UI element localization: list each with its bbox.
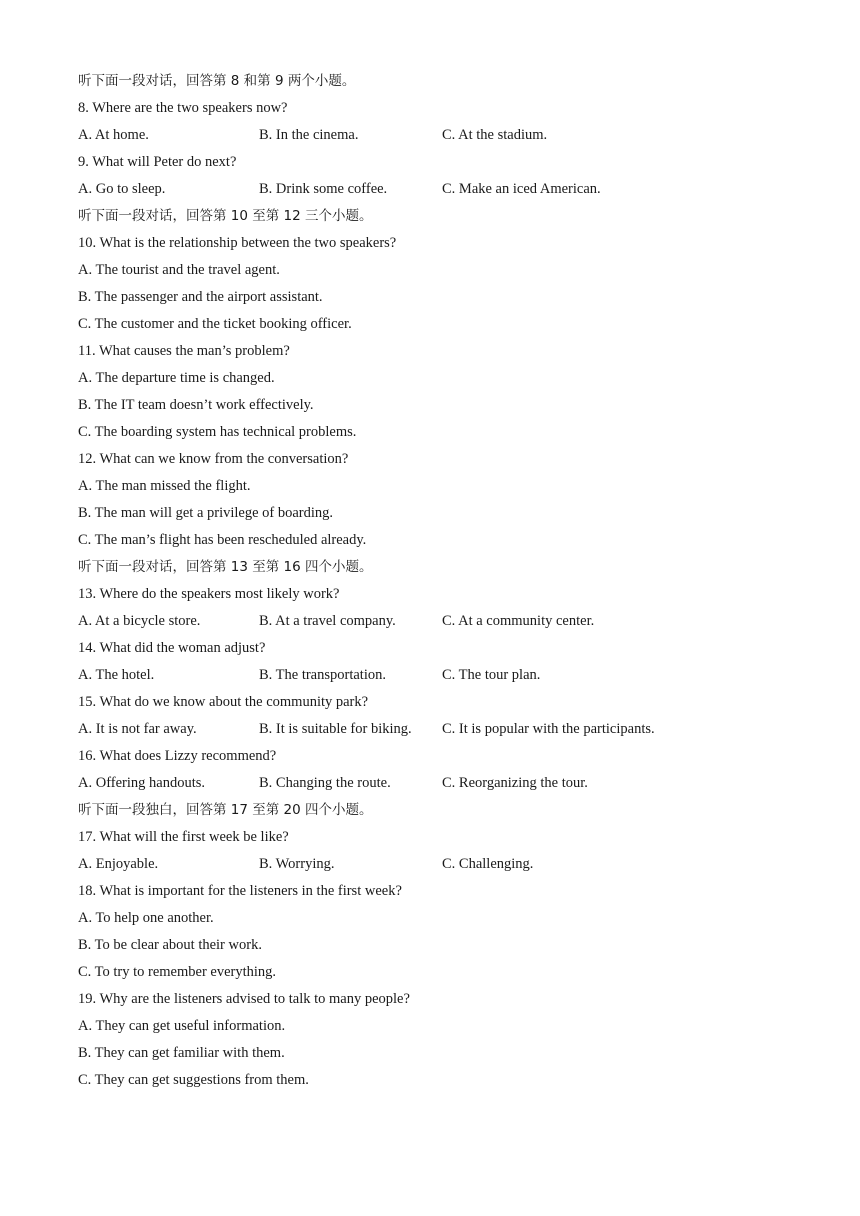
option-b: B. It is suitable for biking. [259,721,412,737]
option-a: A. The departure time is changed. [78,370,275,386]
option-b: B. The transportation. [259,667,386,683]
option-c: C. To try to remember everything. [78,964,277,980]
question-17: 17. What will the first week be like? [78,829,289,845]
question-13: 13. Where do the speakers most likely work? [78,586,340,602]
option-c: C. They can get suggestions from them. [78,1072,309,1088]
option-c: C. At a community center. [442,613,595,629]
listening-questions [78,68,798,1094]
option-a: A. To help one another. [78,910,214,926]
question-8: 8. Where are the two speakers now? [78,100,288,116]
option-b: B. The IT team doesn’t work effectively. [78,397,314,413]
section-heading: 听下面一段对话，回答第 10 至第 12 三个小题。 [78,208,373,224]
options-row [78,851,798,878]
question-14: 14. What did the woman adjust? [78,640,266,656]
options-row [78,608,798,635]
option-c: C. The customer and the ticket booking officer. [78,316,352,332]
option-c: C. The boarding system has technical problems. [78,424,357,440]
option-b: B. To be clear about their work. [78,937,262,953]
option-a: A. The hotel. [78,667,155,683]
question-15: 15. What do we know about the community park? [78,694,369,710]
option-a: A. At home. [78,127,149,143]
options-row [78,716,798,743]
option-c: C. Reorganizing the tour. [442,775,588,791]
option-b: B. They can get familiar with them. [78,1045,285,1061]
options-row [78,176,798,203]
question-11: 11. What causes the man’s problem? [78,343,290,359]
option-b: B. At a travel company. [259,613,396,629]
option-b: B. The passenger and the airport assistant. [78,289,323,305]
section-heading: 听下面一段对话，回答第 8 和第 9 两个小题。 [78,73,356,89]
question-9: 9. What will Peter do next? [78,154,237,170]
options-row [78,770,798,797]
option-c: C. Make an iced American. [442,181,601,197]
option-c: C. It is popular with the participants. [442,721,655,737]
option-a: A. They can get useful information. [78,1018,286,1034]
question-19: 19. Why are the listeners advised to talk to many people? [78,991,410,1007]
option-b: B. Changing the route. [259,775,391,791]
options-row [78,662,798,689]
question-18: 18. What is important for the listeners in the first week? [78,883,402,899]
section-heading: 听下面一段对话，回答第 13 至第 16 四个小题。 [78,559,373,575]
option-b: B. In the cinema. [259,127,359,143]
option-c: C. The tour plan. [442,667,541,683]
option-a: A. The man missed the flight. [78,478,251,494]
option-a: A. At a bicycle store. [78,613,201,629]
option-c: C. The man’s flight has been rescheduled already. [78,532,367,548]
option-a: A. Enjoyable. [78,856,159,872]
option-a: A. It is not far away. [78,721,197,737]
option-b: B. The man will get a privilege of boarding. [78,505,334,521]
option-c: C. At the stadium. [442,127,548,143]
option-a: A. Offering handouts. [78,775,205,791]
option-a: A. Go to sleep. [78,181,166,197]
question-12: 12. What can we know from the conversation? [78,451,349,467]
question-10: 10. What is the relationship between the two speakers? [78,235,397,251]
option-a: A. The tourist and the travel agent. [78,262,280,278]
option-b: B. Drink some coffee. [259,181,388,197]
option-c: C. Challenging. [442,856,534,872]
option-b: B. Worrying. [259,856,335,872]
question-16: 16. What does Lizzy recommend? [78,748,277,764]
options-row [78,122,798,149]
section-heading: 听下面一段独白，回答第 17 至第 20 四个小题。 [78,802,373,818]
